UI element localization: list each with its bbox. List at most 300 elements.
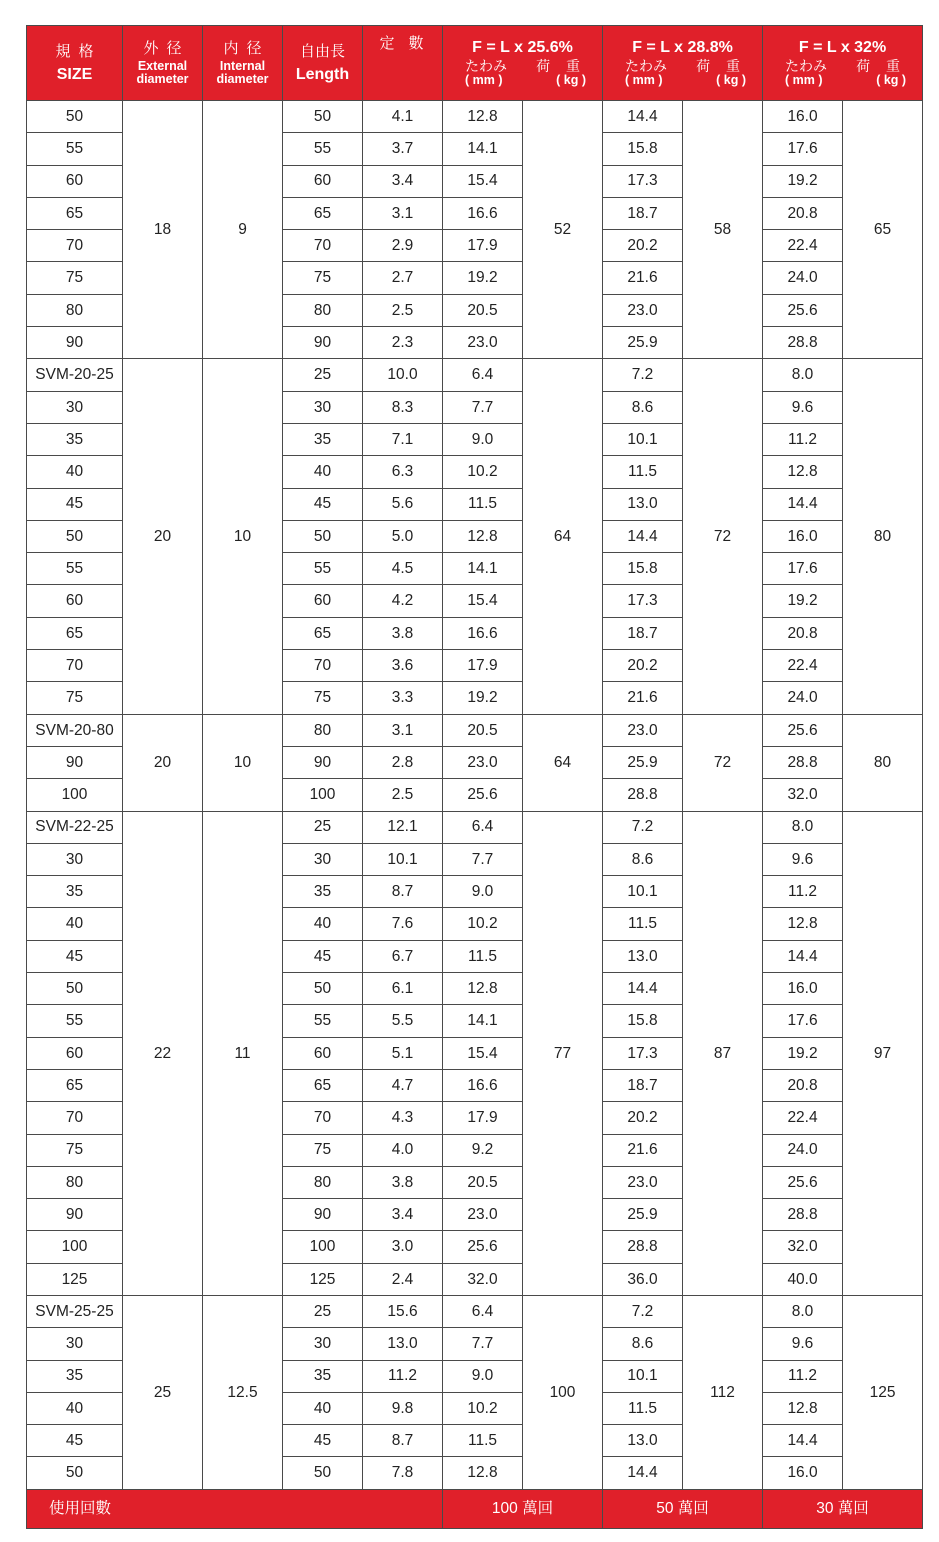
deflection-2-cell: 23.0	[603, 714, 683, 746]
size-cell: 45	[27, 1425, 123, 1457]
size-cell: 80	[27, 294, 123, 326]
constant-cell: 4.0	[363, 1134, 443, 1166]
constant-cell: 2.9	[363, 230, 443, 262]
deflection-1-cell: 12.8	[443, 973, 523, 1005]
length-cell: 55	[283, 553, 363, 585]
deflection-3-cell: 9.6	[763, 391, 843, 423]
length-cell: 50	[283, 520, 363, 552]
size-cell: 70	[27, 650, 123, 682]
table-row	[27, 811, 923, 843]
deflection-1-cell: 14.1	[443, 553, 523, 585]
deflection-2-cell: 28.8	[603, 1231, 683, 1263]
constant-cell: 10.1	[363, 843, 443, 875]
size-cell: 35	[27, 876, 123, 908]
size-cell: 40	[27, 908, 123, 940]
deflection-2-cell: 25.9	[603, 1199, 683, 1231]
deflection-1-cell: 6.4	[443, 359, 523, 391]
deflection-1-cell: 11.5	[443, 1425, 523, 1457]
size-cell: 65	[27, 617, 123, 649]
length-cell: 100	[283, 1231, 363, 1263]
deflection-2-cell: 18.7	[603, 617, 683, 649]
size-cell: 50	[27, 973, 123, 1005]
constant-cell: 2.5	[363, 779, 443, 811]
deflection-1-cell: 25.6	[443, 1231, 523, 1263]
constant-cell: 5.1	[363, 1037, 443, 1069]
deflection-2-cell: 15.8	[603, 1005, 683, 1037]
size-cell: SVM-20-25	[27, 359, 123, 391]
header-constant	[363, 26, 443, 101]
header-group-3	[763, 26, 923, 101]
footer-cycles-2: 50 萬回	[603, 1489, 763, 1528]
deflection-2-cell: 17.3	[603, 1037, 683, 1069]
deflection-3-cell: 25.6	[763, 294, 843, 326]
length-cell: 90	[283, 746, 363, 778]
table-row	[27, 1295, 923, 1327]
load-2-cell: 112	[683, 1295, 763, 1489]
deflection-2-cell: 14.4	[603, 520, 683, 552]
deflection-1-cell: 15.4	[443, 585, 523, 617]
deflection-1-cell: 14.1	[443, 133, 523, 165]
deflection-3-cell: 19.2	[763, 585, 843, 617]
internal-diameter-cell: 10	[203, 714, 283, 811]
deflection-1-cell: 6.4	[443, 1295, 523, 1327]
length-cell: 25	[283, 1295, 363, 1327]
size-cell: 30	[27, 1328, 123, 1360]
constant-cell: 4.1	[363, 101, 443, 133]
constant-cell: 8.7	[363, 876, 443, 908]
deflection-1-cell: 19.2	[443, 682, 523, 714]
load-1-cell: 77	[523, 811, 603, 1295]
deflection-3-cell: 32.0	[763, 1231, 843, 1263]
deflection-1-cell: 25.6	[443, 779, 523, 811]
deflection-2-cell: 17.3	[603, 165, 683, 197]
size-cell: 60	[27, 585, 123, 617]
header-size	[27, 26, 123, 101]
footer-label: 使用回數	[27, 1489, 443, 1528]
group-1-load: 荷 重	[536, 57, 587, 74]
length-cell: 125	[283, 1263, 363, 1295]
table-body	[27, 101, 923, 1490]
deflection-2-cell: 10.1	[603, 423, 683, 455]
constant-cell: 5.5	[363, 1005, 443, 1037]
deflection-2-cell: 21.6	[603, 682, 683, 714]
length-cell: 35	[283, 876, 363, 908]
deflection-1-cell: 17.9	[443, 230, 523, 262]
deflection-1-cell: 19.2	[443, 262, 523, 294]
deflection-2-cell: 7.2	[603, 811, 683, 843]
deflection-3-cell: 16.0	[763, 520, 843, 552]
group-1-deflection-unit: ( mm )	[465, 72, 503, 87]
length-cell: 35	[283, 1360, 363, 1392]
deflection-2-cell: 10.1	[603, 876, 683, 908]
header-external-en2: diameter	[136, 71, 189, 86]
length-cell: 65	[283, 197, 363, 229]
table-footer	[27, 1489, 923, 1528]
size-cell: 60	[27, 1037, 123, 1069]
constant-cell: 2.5	[363, 294, 443, 326]
constant-cell: 3.0	[363, 1231, 443, 1263]
deflection-3-cell: 8.0	[763, 1295, 843, 1327]
size-cell: 75	[27, 682, 123, 714]
constant-cell: 3.4	[363, 165, 443, 197]
deflection-3-cell: 28.8	[763, 746, 843, 778]
size-cell: 100	[27, 1231, 123, 1263]
size-cell: 55	[27, 553, 123, 585]
external-diameter-cell: 22	[123, 811, 203, 1295]
deflection-2-cell: 8.6	[603, 843, 683, 875]
deflection-2-cell: 21.6	[603, 1134, 683, 1166]
deflection-3-cell: 28.8	[763, 1199, 843, 1231]
header-group-2	[603, 26, 763, 101]
load-2-cell: 58	[683, 101, 763, 359]
internal-diameter-cell: 10	[203, 359, 283, 714]
deflection-2-cell: 25.9	[603, 746, 683, 778]
deflection-3-cell: 11.2	[763, 423, 843, 455]
length-cell: 60	[283, 585, 363, 617]
deflection-3-cell: 20.8	[763, 197, 843, 229]
deflection-3-cell: 17.6	[763, 133, 843, 165]
load-2-cell: 72	[683, 359, 763, 714]
deflection-3-cell: 24.0	[763, 682, 843, 714]
deflection-1-cell: 9.0	[443, 1360, 523, 1392]
group-2-load-unit: ( kg )	[716, 72, 747, 87]
constant-cell: 7.6	[363, 908, 443, 940]
size-cell: 90	[27, 746, 123, 778]
group-2-formula: F = L x 28.8%	[632, 38, 733, 56]
constant-cell: 3.3	[363, 682, 443, 714]
deflection-1-cell: 7.7	[443, 391, 523, 423]
length-cell: 35	[283, 423, 363, 455]
deflection-3-cell: 20.8	[763, 1069, 843, 1101]
header-length	[283, 26, 363, 101]
header-external-en1: External	[137, 58, 188, 73]
size-cell: 65	[27, 197, 123, 229]
deflection-2-cell: 28.8	[603, 779, 683, 811]
deflection-1-cell: 12.8	[443, 520, 523, 552]
length-cell: 50	[283, 1457, 363, 1489]
deflection-2-cell: 20.2	[603, 1102, 683, 1134]
group-3-deflection: たわみ	[785, 57, 828, 74]
header-external-jp: 外径	[143, 39, 190, 57]
constant-cell: 7.8	[363, 1457, 443, 1489]
deflection-1-cell: 12.8	[443, 1457, 523, 1489]
size-cell: 30	[27, 391, 123, 423]
length-cell: 60	[283, 1037, 363, 1069]
load-1-cell: 64	[523, 714, 603, 811]
constant-cell: 4.2	[363, 585, 443, 617]
group-3-load-unit: ( kg )	[876, 72, 907, 87]
header-group-1	[443, 26, 603, 101]
deflection-2-cell: 10.1	[603, 1360, 683, 1392]
deflection-3-cell: 17.6	[763, 1005, 843, 1037]
deflection-2-cell: 14.4	[603, 101, 683, 133]
constant-cell: 7.1	[363, 423, 443, 455]
constant-cell: 3.8	[363, 1166, 443, 1198]
load-3-cell: 125	[843, 1295, 923, 1489]
deflection-2-cell: 13.0	[603, 1425, 683, 1457]
size-cell: 40	[27, 1392, 123, 1424]
group-3-load: 荷 重	[856, 57, 907, 74]
length-cell: 30	[283, 391, 363, 423]
constant-cell: 3.6	[363, 650, 443, 682]
length-cell: 70	[283, 1102, 363, 1134]
deflection-2-cell: 14.4	[603, 973, 683, 1005]
deflection-2-cell: 20.2	[603, 230, 683, 262]
length-cell: 65	[283, 1069, 363, 1101]
constant-cell: 4.5	[363, 553, 443, 585]
size-cell: 100	[27, 779, 123, 811]
group-1-deflection: たわみ	[465, 57, 507, 74]
length-cell: 75	[283, 682, 363, 714]
header-internal-en1: Internal	[219, 58, 266, 73]
constant-cell: 3.4	[363, 1199, 443, 1231]
length-cell: 80	[283, 714, 363, 746]
deflection-1-cell: 16.6	[443, 617, 523, 649]
deflection-1-cell: 23.0	[443, 746, 523, 778]
length-cell: 25	[283, 359, 363, 391]
size-cell: SVM-20-80	[27, 714, 123, 746]
deflection-2-cell: 7.2	[603, 1295, 683, 1327]
load-3-cell: 80	[843, 714, 923, 811]
deflection-2-cell: 25.9	[603, 327, 683, 359]
deflection-3-cell: 17.6	[763, 553, 843, 585]
deflection-3-cell: 22.4	[763, 230, 843, 262]
load-3-cell: 65	[843, 101, 923, 359]
deflection-1-cell: 6.4	[443, 811, 523, 843]
deflection-3-cell: 16.0	[763, 101, 843, 133]
deflection-1-cell: 10.2	[443, 456, 523, 488]
length-cell: 55	[283, 133, 363, 165]
deflection-1-cell: 14.1	[443, 1005, 523, 1037]
group-2-deflection: たわみ	[625, 57, 668, 74]
deflection-1-cell: 32.0	[443, 1263, 523, 1295]
deflection-1-cell: 15.4	[443, 1037, 523, 1069]
deflection-2-cell: 15.8	[603, 133, 683, 165]
constant-cell: 2.8	[363, 746, 443, 778]
size-cell: 75	[27, 262, 123, 294]
deflection-1-cell: 20.5	[443, 1166, 523, 1198]
size-cell: 75	[27, 1134, 123, 1166]
size-cell: 60	[27, 165, 123, 197]
header-internal	[203, 26, 283, 101]
length-cell: 60	[283, 165, 363, 197]
table-row	[27, 359, 923, 391]
size-cell: 125	[27, 1263, 123, 1295]
size-cell: 50	[27, 101, 123, 133]
deflection-3-cell: 11.2	[763, 876, 843, 908]
deflection-2-cell: 18.7	[603, 197, 683, 229]
internal-diameter-cell: 9	[203, 101, 283, 359]
deflection-3-cell: 22.4	[763, 1102, 843, 1134]
header-size-jp: 規格	[55, 42, 102, 60]
header-constant-jp: 定數	[379, 35, 438, 52]
constant-cell: 8.3	[363, 391, 443, 423]
constant-cell: 6.3	[363, 456, 443, 488]
footer-cycles-1: 100 萬回	[443, 1489, 603, 1528]
deflection-1-cell: 9.2	[443, 1134, 523, 1166]
header-external	[123, 26, 203, 101]
deflection-3-cell: 22.4	[763, 650, 843, 682]
length-cell: 75	[283, 1134, 363, 1166]
deflection-3-cell: 9.6	[763, 843, 843, 875]
constant-cell: 3.1	[363, 197, 443, 229]
deflection-3-cell: 25.6	[763, 1166, 843, 1198]
header-internal-en2: diameter	[216, 71, 269, 86]
size-cell: 50	[27, 1457, 123, 1489]
external-diameter-cell: 18	[123, 101, 203, 359]
deflection-3-cell: 12.8	[763, 908, 843, 940]
deflection-1-cell: 20.5	[443, 294, 523, 326]
deflection-2-cell: 7.2	[603, 359, 683, 391]
size-cell: 45	[27, 488, 123, 520]
size-cell: 90	[27, 327, 123, 359]
deflection-3-cell: 12.8	[763, 1392, 843, 1424]
deflection-3-cell: 24.0	[763, 1134, 843, 1166]
size-cell: 40	[27, 456, 123, 488]
length-cell: 90	[283, 327, 363, 359]
table-row	[27, 101, 923, 133]
deflection-2-cell: 11.5	[603, 456, 683, 488]
deflection-3-cell: 16.0	[763, 1457, 843, 1489]
group-1-formula: F = L x 25.6%	[472, 38, 573, 56]
constant-cell: 11.2	[363, 1360, 443, 1392]
group-1-load-unit: ( kg )	[556, 72, 587, 87]
length-cell: 80	[283, 294, 363, 326]
header-length-jp: 自由長	[299, 42, 345, 60]
internal-diameter-cell: 11	[203, 811, 283, 1295]
deflection-1-cell: 23.0	[443, 1199, 523, 1231]
constant-cell: 8.7	[363, 1425, 443, 1457]
size-cell: 35	[27, 1360, 123, 1392]
load-1-cell: 100	[523, 1295, 603, 1489]
deflection-2-cell: 20.2	[603, 650, 683, 682]
deflection-3-cell: 14.4	[763, 1425, 843, 1457]
header-length-en: Length	[295, 65, 350, 83]
constant-cell: 10.0	[363, 359, 443, 391]
length-cell: 25	[283, 811, 363, 843]
size-cell: 90	[27, 1199, 123, 1231]
size-cell: 80	[27, 1166, 123, 1198]
external-diameter-cell: 20	[123, 359, 203, 714]
size-cell: SVM-22-25	[27, 811, 123, 843]
deflection-2-cell: 23.0	[603, 1166, 683, 1198]
deflection-2-cell: 14.4	[603, 1457, 683, 1489]
constant-cell: 5.0	[363, 520, 443, 552]
footer-cycles-3: 30 萬回	[763, 1489, 923, 1528]
load-1-cell: 52	[523, 101, 603, 359]
deflection-2-cell: 36.0	[603, 1263, 683, 1295]
header-internal-jp: 内径	[223, 39, 270, 57]
deflection-3-cell: 14.4	[763, 940, 843, 972]
deflection-2-cell: 15.8	[603, 553, 683, 585]
constant-cell: 12.1	[363, 811, 443, 843]
deflection-1-cell: 11.5	[443, 940, 523, 972]
constant-cell: 3.8	[363, 617, 443, 649]
deflection-3-cell: 16.0	[763, 973, 843, 1005]
length-cell: 45	[283, 488, 363, 520]
deflection-1-cell: 9.0	[443, 876, 523, 908]
length-cell: 70	[283, 650, 363, 682]
header-size-en: SIZE	[56, 65, 93, 83]
constant-cell: 9.8	[363, 1392, 443, 1424]
size-cell: 35	[27, 423, 123, 455]
deflection-2-cell: 18.7	[603, 1069, 683, 1101]
length-cell: 30	[283, 843, 363, 875]
size-cell: 70	[27, 1102, 123, 1134]
deflection-3-cell: 20.8	[763, 617, 843, 649]
deflection-2-cell: 11.5	[603, 908, 683, 940]
length-cell: 30	[283, 1328, 363, 1360]
length-cell: 50	[283, 101, 363, 133]
deflection-3-cell: 8.0	[763, 811, 843, 843]
constant-cell: 5.6	[363, 488, 443, 520]
size-cell: 65	[27, 1069, 123, 1101]
constant-cell: 2.3	[363, 327, 443, 359]
length-cell: 55	[283, 1005, 363, 1037]
size-cell: 55	[27, 1005, 123, 1037]
size-cell: 50	[27, 520, 123, 552]
table-header	[27, 26, 923, 101]
spring-spec-table	[26, 25, 923, 1529]
deflection-1-cell: 10.2	[443, 908, 523, 940]
deflection-1-cell: 17.9	[443, 650, 523, 682]
internal-diameter-cell: 12.5	[203, 1295, 283, 1489]
length-cell: 45	[283, 1425, 363, 1457]
deflection-2-cell: 17.3	[603, 585, 683, 617]
deflection-3-cell: 12.8	[763, 456, 843, 488]
constant-cell: 2.4	[363, 1263, 443, 1295]
deflection-3-cell: 19.2	[763, 165, 843, 197]
load-3-cell: 97	[843, 811, 923, 1295]
load-2-cell: 87	[683, 811, 763, 1295]
deflection-2-cell: 13.0	[603, 488, 683, 520]
deflection-1-cell: 23.0	[443, 327, 523, 359]
size-cell: 55	[27, 133, 123, 165]
deflection-2-cell: 23.0	[603, 294, 683, 326]
deflection-3-cell: 19.2	[763, 1037, 843, 1069]
constant-cell: 2.7	[363, 262, 443, 294]
deflection-1-cell: 16.6	[443, 197, 523, 229]
external-diameter-cell: 20	[123, 714, 203, 811]
length-cell: 40	[283, 456, 363, 488]
size-cell: SVM-25-25	[27, 1295, 123, 1327]
deflection-2-cell: 8.6	[603, 391, 683, 423]
length-cell: 50	[283, 973, 363, 1005]
deflection-1-cell: 16.6	[443, 1069, 523, 1101]
constant-cell: 15.6	[363, 1295, 443, 1327]
load-1-cell: 64	[523, 359, 603, 714]
deflection-2-cell: 13.0	[603, 940, 683, 972]
deflection-1-cell: 9.0	[443, 423, 523, 455]
constant-cell: 4.3	[363, 1102, 443, 1134]
length-cell: 100	[283, 779, 363, 811]
load-3-cell: 80	[843, 359, 923, 714]
group-3-formula: F = L x 32%	[798, 38, 887, 56]
constant-cell: 6.7	[363, 940, 443, 972]
deflection-3-cell: 40.0	[763, 1263, 843, 1295]
constant-cell: 6.1	[363, 973, 443, 1005]
length-cell: 70	[283, 230, 363, 262]
group-3-deflection-unit: ( mm )	[785, 72, 823, 87]
table-row	[27, 714, 923, 746]
deflection-3-cell: 11.2	[763, 1360, 843, 1392]
constant-cell: 13.0	[363, 1328, 443, 1360]
length-cell: 40	[283, 908, 363, 940]
length-cell: 45	[283, 940, 363, 972]
length-cell: 40	[283, 1392, 363, 1424]
size-cell: 30	[27, 843, 123, 875]
deflection-3-cell: 25.6	[763, 714, 843, 746]
